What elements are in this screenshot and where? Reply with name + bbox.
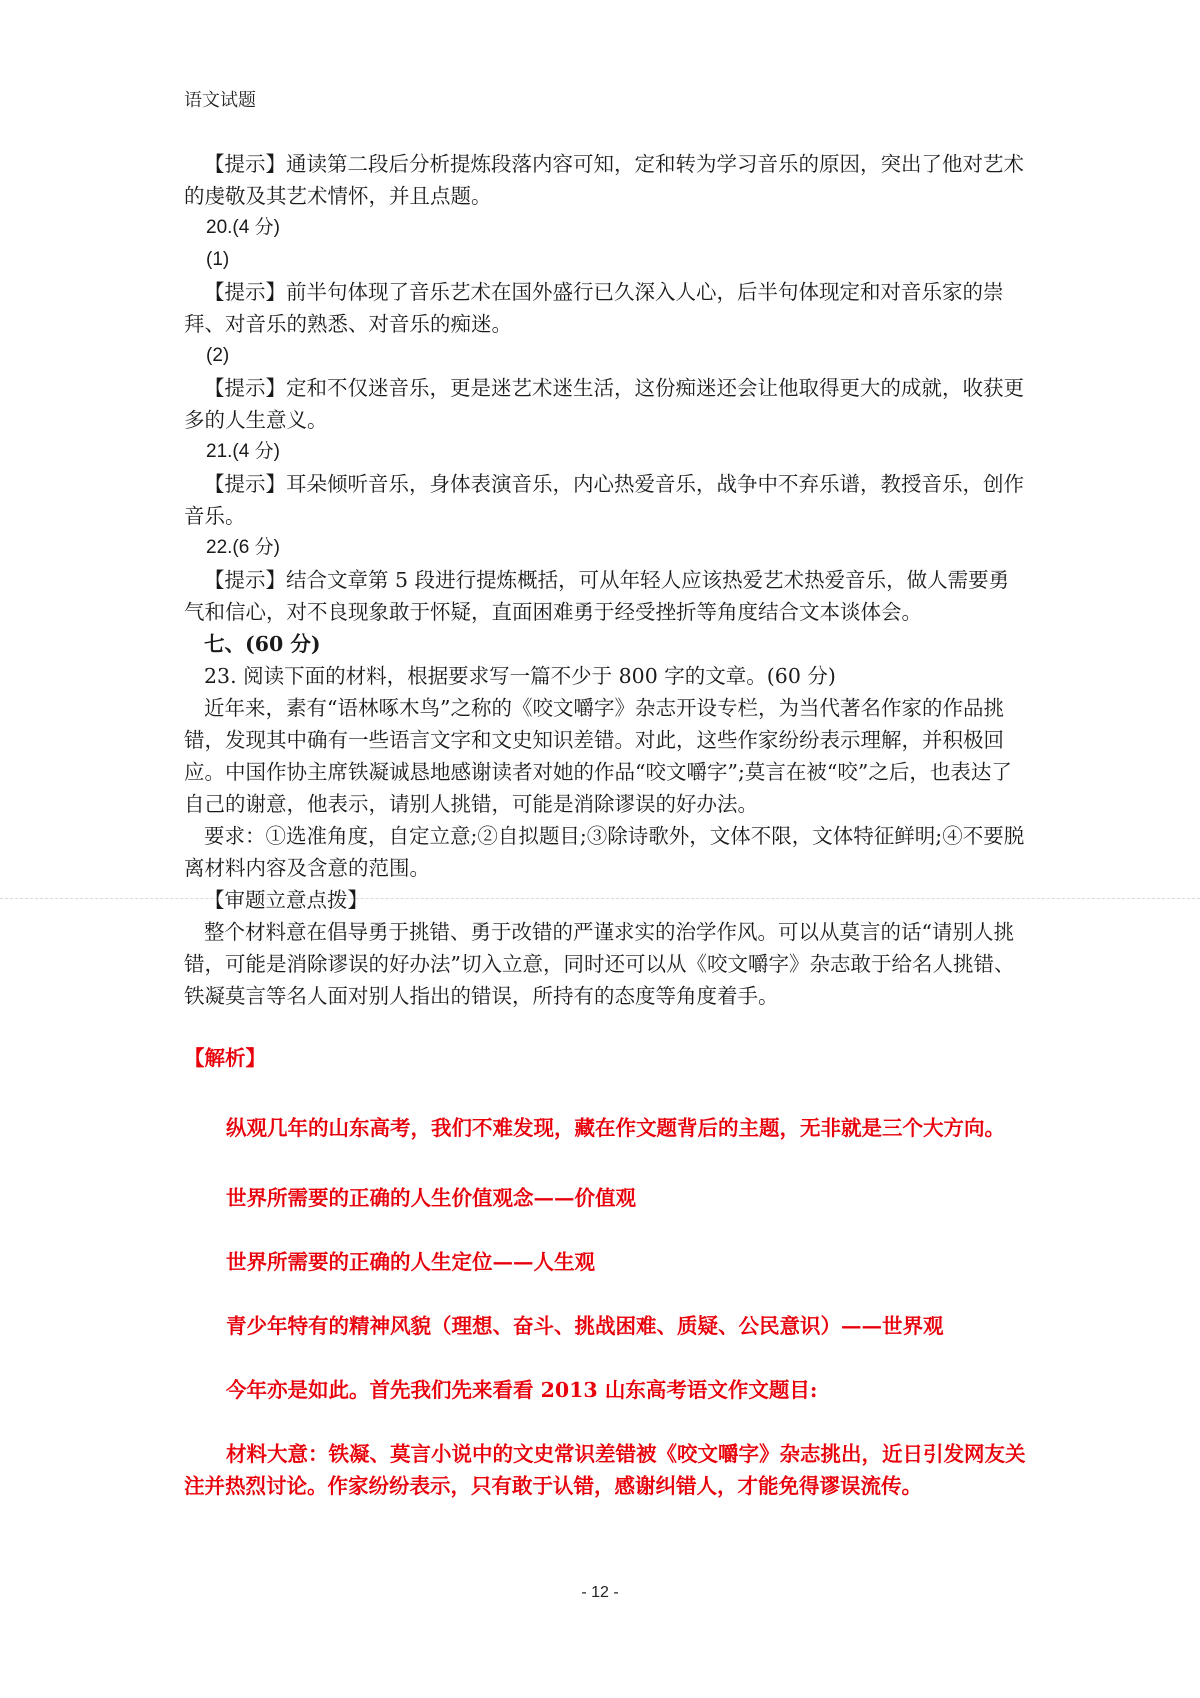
review-heading: 【审题立意点拨】 [204, 888, 368, 912]
question-22: 22.(6 分) [206, 537, 280, 558]
hint-20-1: 【提示】前半句体现了音乐艺术在国外盛行已久深入人心，后半句体现定和对音乐家的崇拜、对音乐的熟悉、对音乐的痴迷。 [184, 280, 1004, 336]
analysis-heading: 【解析】 [184, 1046, 266, 1070]
hint-19: 【提示】通读第二段后分析提炼段落内容可知，定和转为学习音乐的原因，突出了他对艺术的虔敬及其艺术情怀，并且点题。 [184, 152, 1024, 208]
hint-21: 【提示】耳朵倾听音乐，身体表演音乐，内心热爱音乐，战争中不弃乐谱，教授音乐，创作音乐。 [184, 472, 1024, 528]
analysis-paragraph-5: 今年亦是如此。首先我们先来看看 2013 山东高考语文作文题目: [226, 1378, 818, 1402]
document-body [184, 148, 1029, 1502]
essay-requirements: 要求：①选准角度，自定立意;②自拟题目;③除诗歌外，文体不限，文体特征鲜明;④不要脱离材料内容及含意的范围。 [184, 824, 1025, 880]
analysis-paragraph-2: 世界所需要的正确的人生价值观念——价值观 [226, 1186, 636, 1210]
analysis-paragraph-1: 纵观几年的山东高考，我们不难发现，藏在作文题背后的主题，无非就是三个大方向。 [226, 1116, 1005, 1140]
hint-22: 【提示】结合文章第 5 段进行提炼概括，可从年轻人应该热爱艺术热爱音乐，做人需要勇气和信心，对不良现象敢于怀疑，直面困难勇于经受挫折等角度结合文本谈体会。 [184, 568, 1010, 624]
analysis-paragraph-3: 世界所需要的正确的人生定位——人生观 [226, 1250, 595, 1274]
question-20-part-1: (1) [206, 249, 230, 270]
analysis-paragraph-6: 材料大意：铁凝、莫言小说中的文史常识差错被《咬文嚼字》杂志挑出，近日引发网友关注并热烈讨论。作家纷纷表示，只有敢于认错，感谢纠错人，才能免得谬误流传。 [184, 1442, 1026, 1498]
question-23: 23. 阅读下面的材料，根据要求写一篇不少于 800 字的文章。(60 分) [204, 664, 836, 688]
analysis-paragraph-4: 青少年特有的精神风貌（理想、奋斗、挑战困难、质疑、公民意识）——世界观 [226, 1314, 944, 1338]
page-header: 语文试题 [184, 90, 256, 111]
hint-20-2: 【提示】定和不仅迷音乐，更是迷艺术迷生活，这份痴迷还会让他取得更大的成就，收获更多的人生意义。 [184, 376, 1024, 432]
review-text: 整个材料意在倡导勇于挑错、勇于改错的严谨求实的治学作风。可以从莫言的话“请别人挑错，可能是消除谬误的好办法”切入立意，同时还可以从《咬文嚼字》杂志敢于给名人挑错、铁凝莫言等名人面对别人指出的错误，所持有的态度等角度着手。 [184, 920, 1015, 1008]
question-20-part-2: (2) [206, 345, 230, 366]
question-21: 21.(4 分) [206, 441, 280, 462]
page-number: - 12 - [581, 1584, 619, 1601]
question-20: 20.(4 分) [206, 217, 280, 238]
section-7-heading: 七、(60 分) [204, 632, 321, 656]
essay-material: 近年来，素有“语林啄木鸟”之称的《咬文嚼字》杂志开设专栏，为当代著名作家的作品挑错，发现其中确有一些语言文字和文史知识差错。对此，这些作家纷纷表示理解，并积极回应。中国作协主席铁凝诚恳地感谢读者对她的作品“咬文嚼字”;莫言在被“咬”之后，也表达了自己的谢意，他表示，请别人挑错，可能是消除谬误的好办法。 [184, 696, 1012, 816]
